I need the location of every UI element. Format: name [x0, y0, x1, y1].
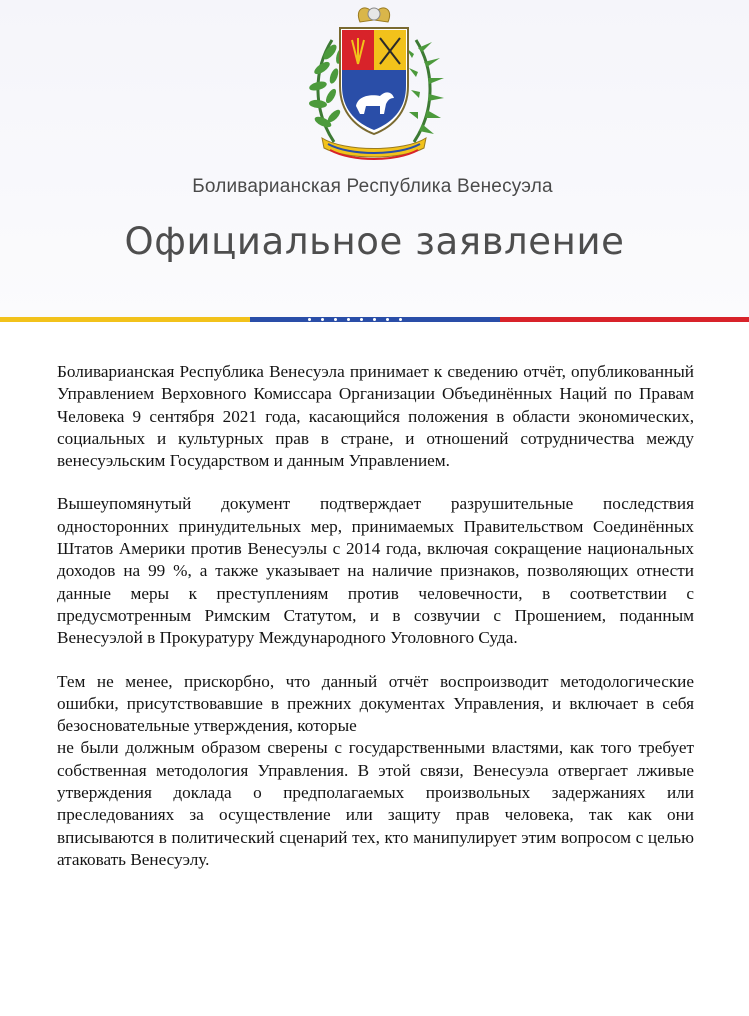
flag-stripe-yellow [0, 317, 250, 322]
flag-stripe-red [500, 317, 749, 322]
paragraph-4: не были должным образом сверены с государственными властями, как того требует собственная методология Управления. В этой связи, Венесуэла отвергает лживые утверждения доклада о предполагаемых произвольных задержаниях или преследованиях за осуществление или защиту прав человека, так как они вписываются в политический сценарий тех, кто манипулирует этим вопросом с целью атаковать Венесуэлу. [57, 738, 694, 869]
statement-body [57, 361, 694, 892]
coat-of-arms-icon [294, 2, 454, 164]
flag-stripe [0, 317, 749, 322]
flag-stripe-blue [250, 317, 500, 322]
paragraph-2: Вышеупомянутый документ подтверждает разрушительные последствия односторонних принудительных мер, принимаемых Правительством Соединённых Штатов Америки против Венесуэлы с 2014 года, включая сокращение национальных доходов на 99 %, а также указывает на наличие признаков, позволяющих отнести данные меры к преступлениям против человечности, в соответствии с предусмотренным Римским Статутом, и в созвучии с Прошением, поданным Венесуэлой в Прокуратуру Международного Уголовного Суда. [57, 494, 694, 648]
paragraph-3: Тем не менее, прискорбно, что данный отчёт воспроизводит методологические ошибки, присутствовавшие в прежних документах Управления, и включает в себя безосновательные утверждения, которые [57, 671, 694, 736]
document-header [0, 0, 749, 318]
page-title: Официальное заявление [124, 220, 625, 263]
paragraph-1: Боливарианская Республика Венесуэла принимает к сведению отчёт, опубликованный Управлением Верховного Комиссара Организации Объединённых Наций по Правам Человека 9 сентября 2021 года, касающийся положения в области экономических, социальных и культурных прав в стране, и отношений сотрудничества между венесуэльским Государством и данным Управлением. [57, 362, 694, 471]
stars-icon [308, 318, 402, 321]
republic-name: Боливарианская Республика Венесуэла [192, 176, 553, 197]
